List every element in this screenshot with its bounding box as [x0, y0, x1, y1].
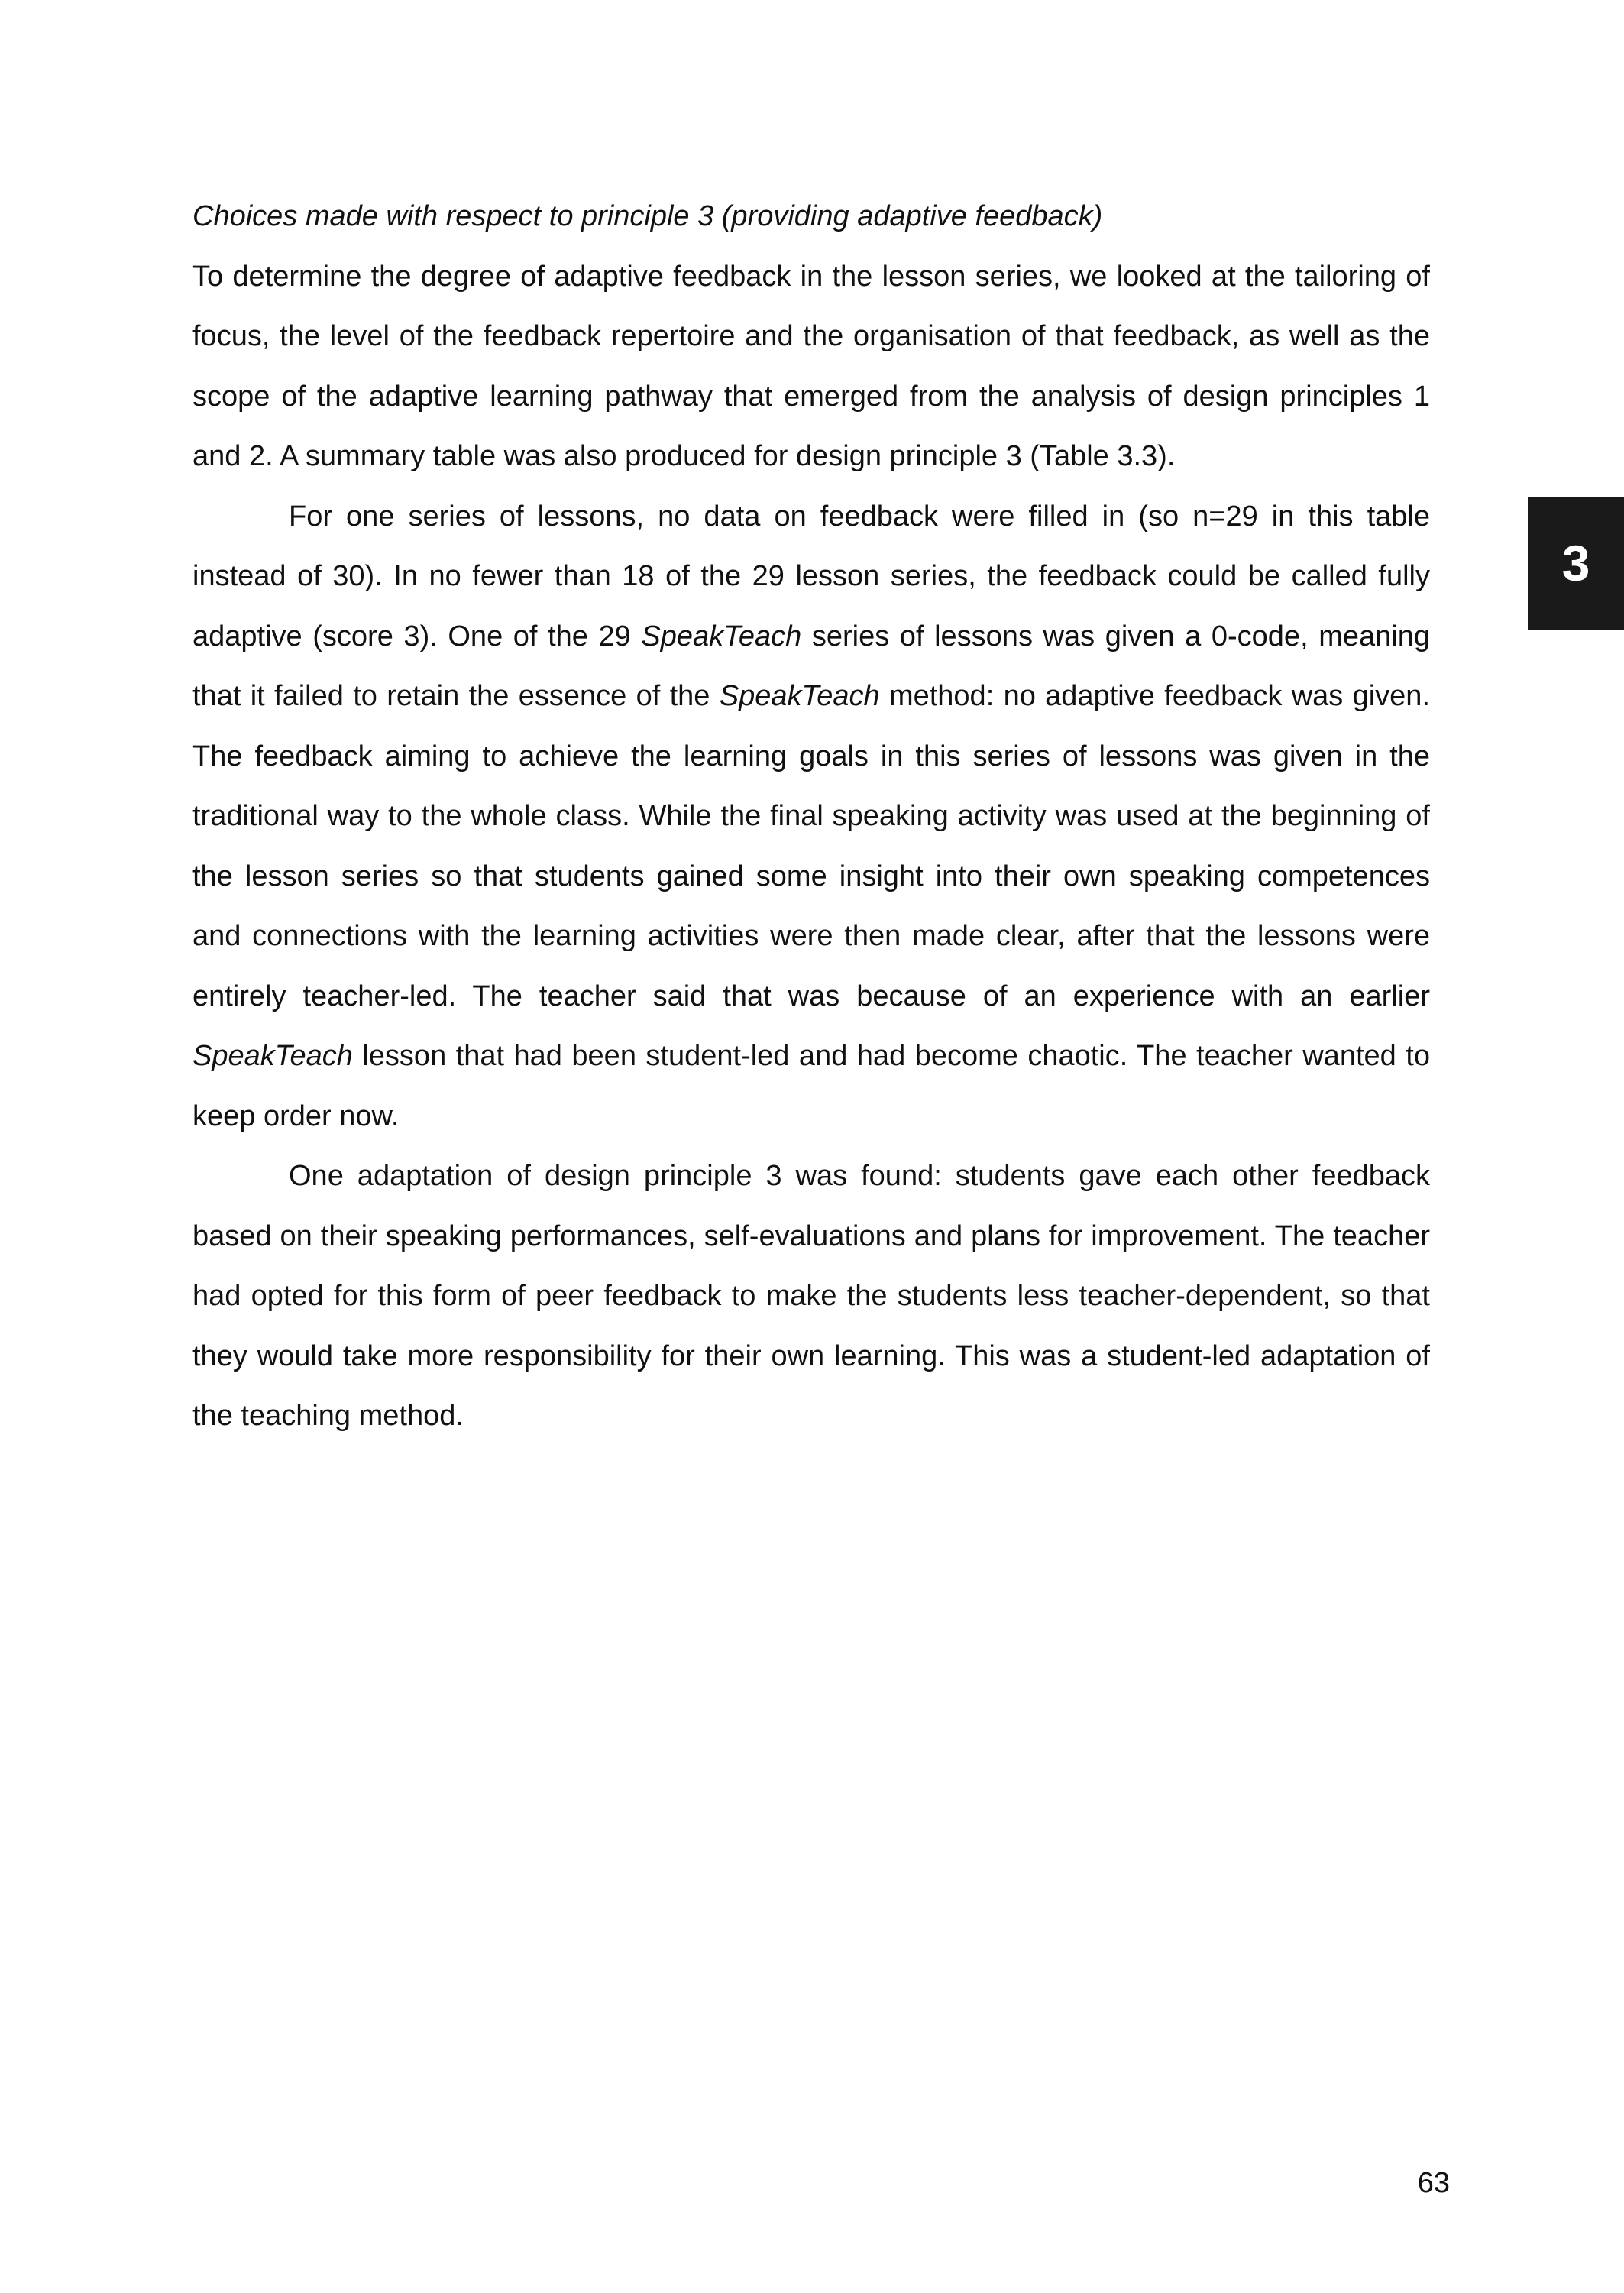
chapter-tab — [1528, 497, 1624, 630]
speakteach-term: SpeakTeach — [192, 1040, 353, 1072]
paragraph-1: To determine the degree of adaptive feedback in the lesson series, we looked at the tailoring of focus, the level of the feedback repertoire and the organisation of that feedback, as well as the scope of the adaptive learning pathway that emerged from the analysis of design principles 1 and 2. A summary table was also produced for design principle 3 (Table 3.3). — [192, 260, 1430, 472]
page-number: 63 — [1417, 2167, 1450, 2199]
paragraph-2 — [192, 487, 1430, 1147]
speakteach-term: SpeakTeach — [641, 620, 802, 653]
speakteach-term: SpeakTeach — [719, 680, 880, 712]
paragraph-2-text-g: lesson that had been student-led and had become chaotic. The teacher wanted to keep order now. — [192, 1040, 1430, 1132]
paragraph-2-text-a: For one series of lessons, no data on feedback were filled in (so n=29 in this table instead of 30). In no fewer than 18 of the 29 lesson series, the feedback could be called fully adaptive (score 3). One of the 29 — [192, 500, 1430, 653]
body-text — [192, 186, 1430, 1446]
chapter-tab-label: 3 — [1561, 535, 1590, 591]
section-heading: Choices made with respect to principle 3 (providing adaptive feedback) — [192, 200, 1103, 232]
paragraph-2-text-c: series of lessons was given a 0-code, meaning that it failed to retain the essence of the — [192, 620, 1430, 712]
paragraph-2-text-e: method: no adaptive feedback was given. The feedback aiming to achieve the learning goals in this series of lessons was given in the traditional way to the whole class. While the final speaking activity was used at the beginning of the lesson series so that students gained some insight into their own speaking competences and connections with the learning activities were then made clear, after that the lessons were entirely teacher-led. The teacher said that was because of an experience with an earlier — [192, 680, 1430, 1012]
paragraph-3: One adaptation of design principle 3 was found: students gave each other feedback based on their speaking performances, self-evaluations and plans for improvement. The teacher had opted for this form of peer feedback to make the students less teacher-dependent, so that they would take more responsibility for their own learning. This was a student-led adaptation of the teaching method. — [192, 1160, 1430, 1432]
